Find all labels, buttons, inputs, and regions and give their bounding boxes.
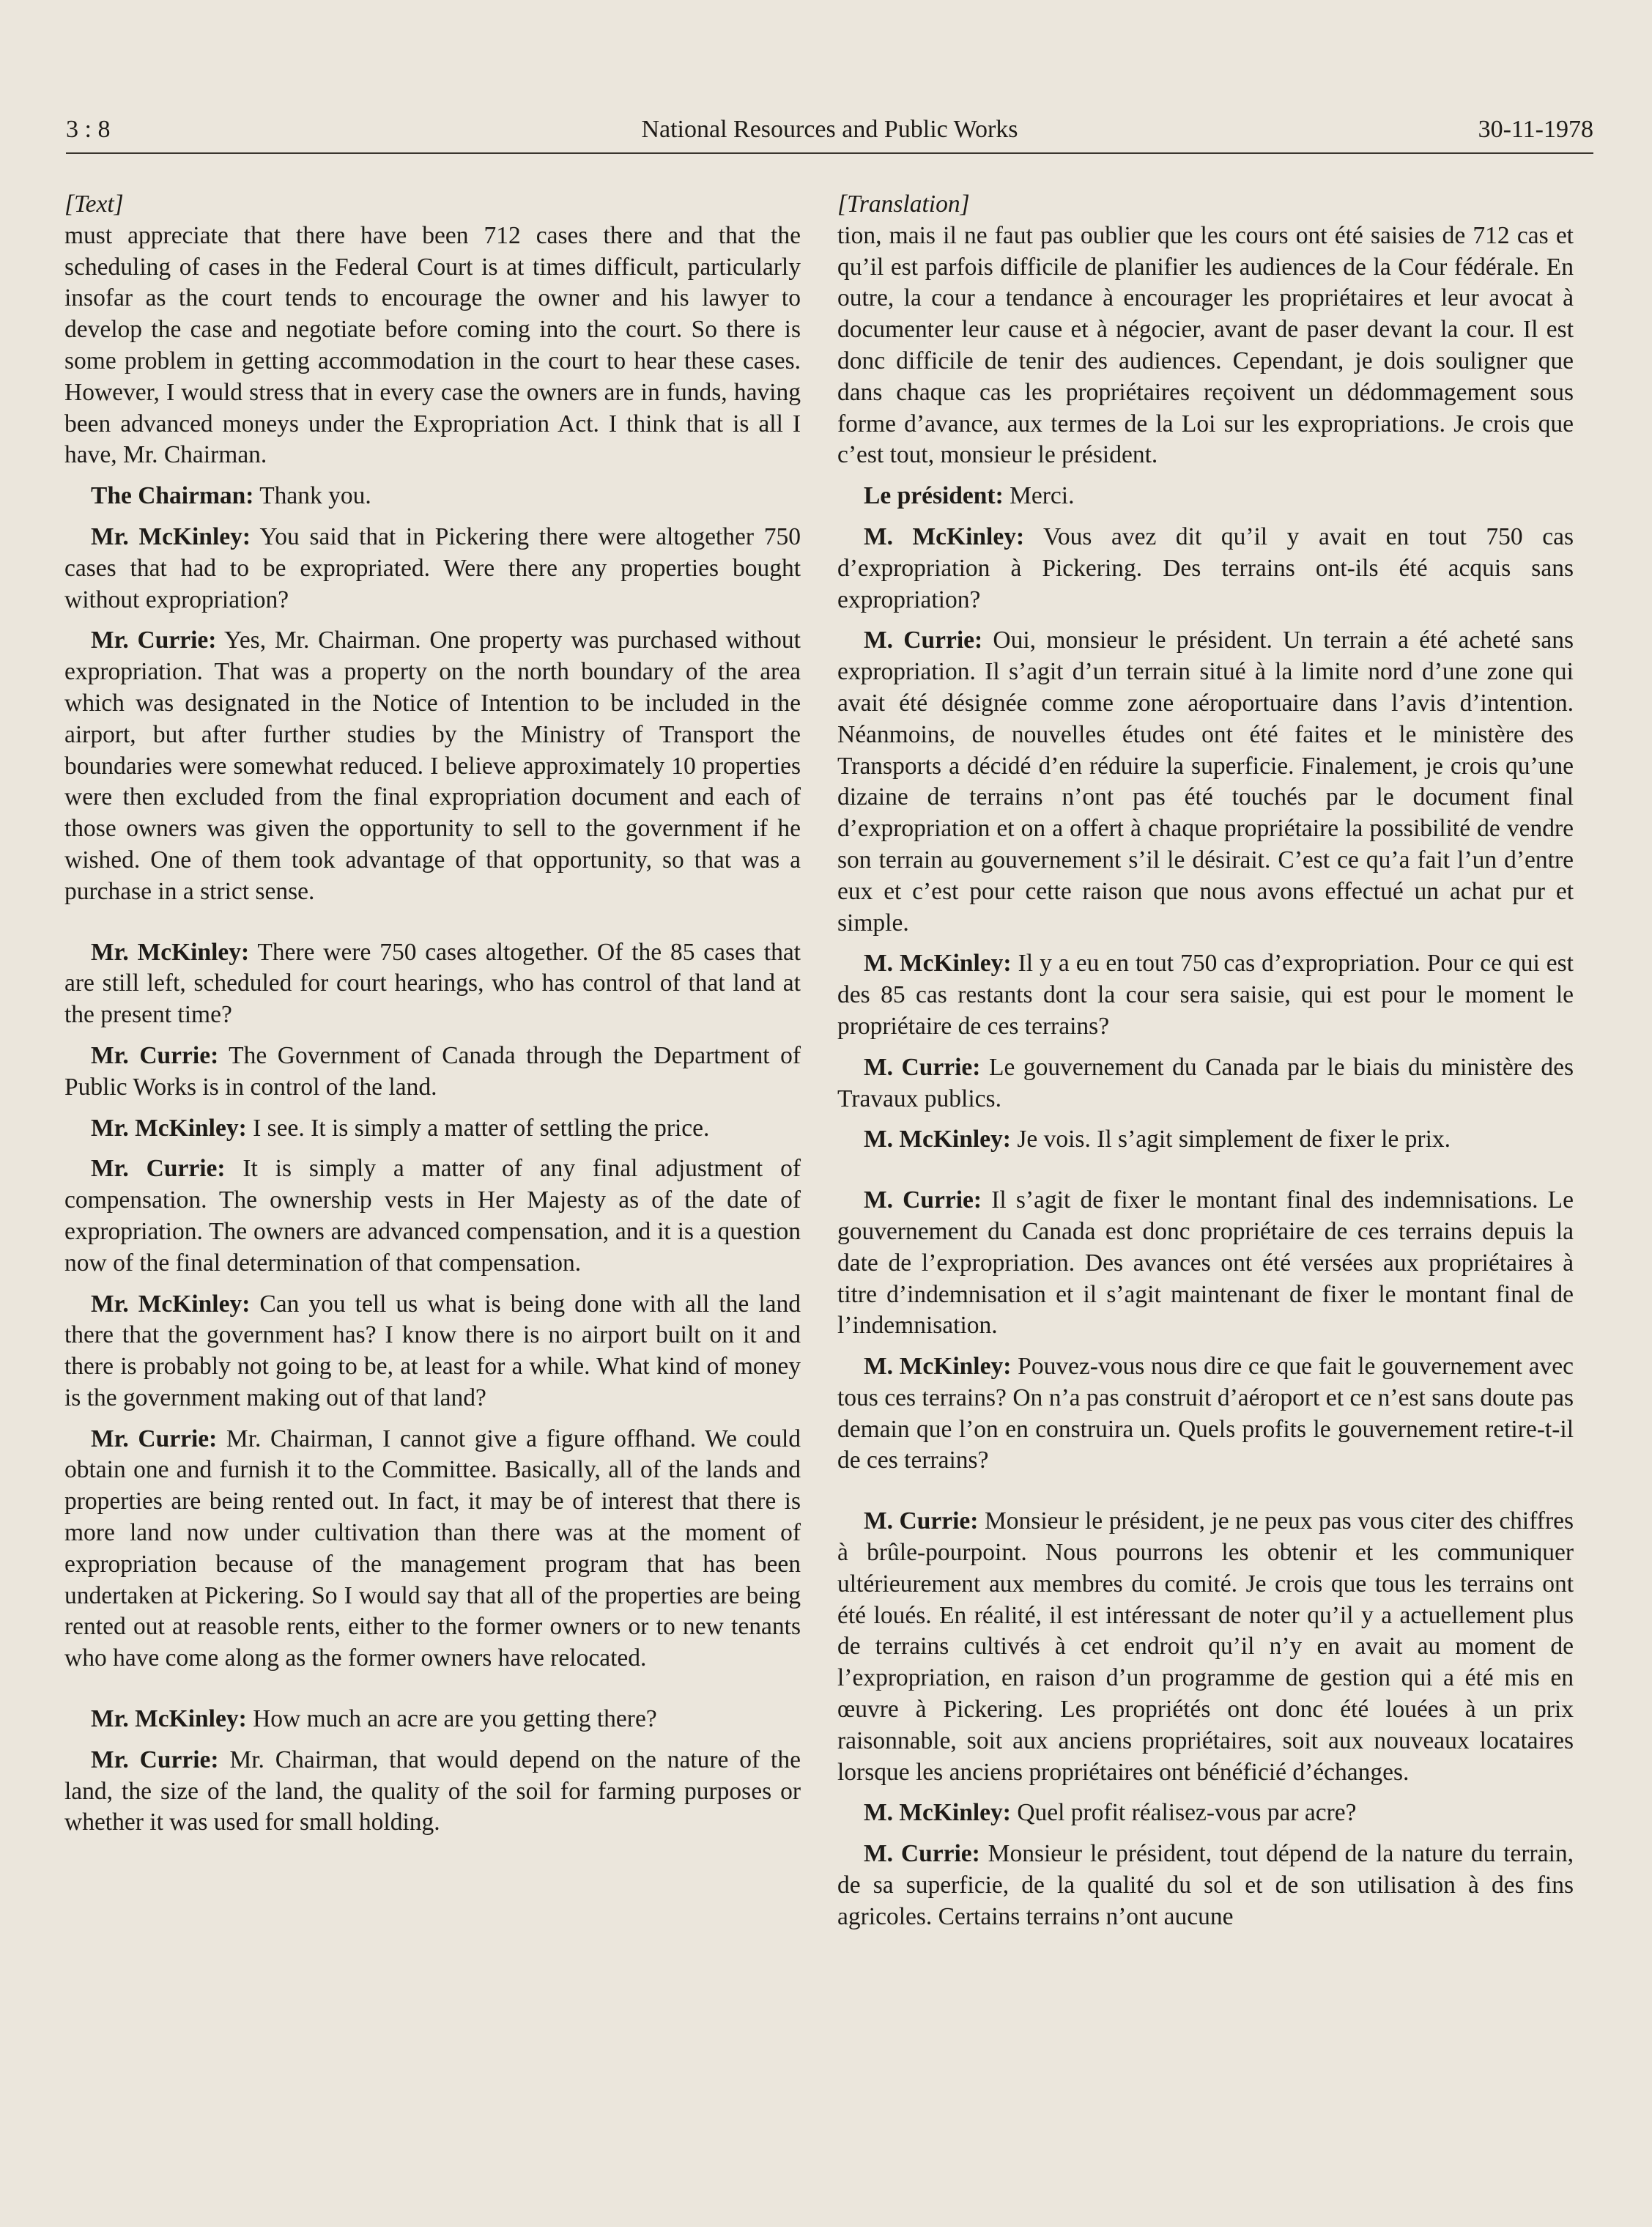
speaker: M. McKinley: (864, 1353, 1012, 1381)
speech-text: Thank you. (253, 482, 371, 510)
paragraph: must appreciate that there have been 712 cases there and that the scheduling of cases in the Federal Court is at times difficult, particularly insofar as the court tends to encourage the owner and his lawyer to develop the case and negotiate before coming into the court. So there is some problem in getting accommodation in the court to hear these cases. However, I would stress that in every case the owners are in funds, having been advanced moneys under the Expropriation Act. I think that is all I have, Mr. Chairman. (64, 221, 801, 469)
speech (64, 1704, 801, 1735)
speech-text: Can you tell us what is being done with all the land there that the government has? I know there is no airport built on it and there is probably not going to be, at least for a while. What kind of money is the government making out of that land? (64, 1290, 801, 1411)
speech-text: Yes, Mr. Chairman. One property was purchased without expropriation. That was a property on the north boundary of the area which was designated in the Notice of Intention to be included in the airport, but after further studies by the Ministry of Transport the boundaries were somewhat reduced. I believe approximately 10 properties were then excluded from the final expropriation document and each of those owners was given the opportunity to sell to the government if he wished. One of them took advantage of that opportunity, so that was a purchase in a strict sense. (64, 627, 801, 905)
speech (64, 1745, 801, 1839)
speech (837, 481, 1574, 512)
speech-text: Monsieur le président, tout dépend de la nature du terrain, de sa superficie, de la qualité du sol et de son utilisation à des fins agricoles. Certains terrains n’ont aucune (837, 1840, 1574, 1930)
speaker: M. Currie: (864, 1840, 980, 1868)
speaker: Mr. Currie: (91, 1746, 219, 1773)
speech (64, 1424, 801, 1674)
running-header (66, 116, 1593, 154)
speech (837, 1052, 1574, 1115)
speech-text: Il y a eu en tout 750 cas d’expropriation. Pour ce qui est des 85 cas restants dont la cour sera saisie, qui est pour le moment le propriétaire de ces terrains? (837, 950, 1574, 1040)
french-column (837, 189, 1574, 1943)
page-number: 3 : 8 (66, 116, 111, 143)
speech (64, 937, 801, 1031)
speech-text: Le gouvernement du Canada par le biais du ministère des Travaux publics. (837, 1053, 1574, 1112)
speech-text: Il s’agit de fixer le montant final des indemnisations. Le gouvernement du Canada est donc propriétaire de ces terrains depuis la date de l’expropriation. Des avances ont été versées aux propriétaires à titre d’indemnisation et il s’agit maintenant de fixer le montant final de l’indemnisation. (837, 1186, 1574, 1340)
speech-text: Quel profit réalisez-vous par acre? (1010, 1799, 1357, 1827)
speech-text: Mr. Chairman, I cannot give a figure offhand. We could obtain one and furnish it to the Committee. Basically, all of the lands and properties are being rented out. In fact, it may be of interest that there is more land now under cultivation than there was at the moment of expropriation because of the management program that has been undertaken at Pickering. So I would say that all of the properties are being rented out at reasoble rents, either to the former owners or to new tenants who have come along as the former owners have relocated. (64, 1425, 801, 1672)
text-label: [Text] (64, 191, 124, 218)
speaker: M. McKinley: (864, 522, 1025, 550)
speaker: Mr. McKinley: (91, 1114, 247, 1142)
speaker: M. McKinley: (864, 1126, 1011, 1153)
speaker: Mr. McKinley: (91, 1290, 251, 1318)
speech-text: Mr. Chairman, that would depend on the nature of the land, the size of the land, the quality of the soil for farming purposes or whether it was used for small holding. (64, 1746, 801, 1836)
speech (837, 625, 1574, 939)
speaker: Mr. Currie: (91, 1041, 219, 1069)
speaker: Mr. Currie: (91, 1425, 218, 1452)
speech (837, 1124, 1574, 1156)
speech (64, 625, 801, 907)
speech (64, 1113, 801, 1145)
speech (64, 1289, 801, 1414)
speaker: Mr. McKinley: (91, 938, 250, 966)
speaker: Mr. McKinley: (91, 1705, 247, 1733)
speech (837, 1185, 1574, 1342)
speech-text: Merci. (1003, 482, 1075, 510)
speech-text: You said that in Pickering there were altogether 750 cases that had to be expropriated. Were there any properties bought without expropriation? (64, 522, 801, 613)
speaker: M. Currie: (864, 1053, 981, 1081)
speech (837, 1798, 1574, 1829)
speaker: M. Currie: (864, 1186, 982, 1214)
speaker: M. McKinley: (864, 1799, 1011, 1827)
speaker: M. Currie: (864, 1507, 979, 1535)
speech-text: Oui, monsieur le président. Un terrain a été acheté sans expropriation. Il s’agit d’un terrain situé à la limite nord d’une zone qui avait été désignée comme zone aéroportuaire dans l’avis d’intention. Néanmoins, de nouvelles études ont été faites et le ministère des Transports a décidé d’en réduire la superficie. Finalement, je crois qu’une dizaine de terrains n’ont pas été touchés par le document final d’expropriation et on a offert à chaque propriétaire la possibilité de vendre son terrain au gouvernement s’il le désirait. C’est ce qu’a fait l’un d’entre eux et c’est pour cette raison que nous avons effectué un achat pur et simple. (837, 627, 1574, 937)
paragraph: tion, mais il ne faut pas oublier que les cours ont été saisies de 712 cas et qu’il est parfois difficile de planifier les audiences de la Cour fédérale. En outre, la cour a tendance à encourager les propriétaires et leur avocat à documenter leur cause et à négocier, avant de paser devant la cour. Il est donc difficile de tenir des audiences. Cependant, je dois souligner que dans chaque cas les propriétaires reçoivent un dédommagement sous forme d’avance, aux termes de la Loi sur les expropriations. Je crois que c’est tout, monsieur le président. (837, 221, 1574, 469)
speech (64, 1041, 801, 1104)
speaker: Mr. Currie: (91, 1155, 226, 1183)
speaker: Mr. Currie: (91, 627, 217, 654)
speech (837, 522, 1574, 616)
speech-text: It is simply a matter of any final adjustment of compensation. The ownership vests in Her Majesty as of the date of expropriation. The owners are advanced compensation, and it is a question now of the final determination of that compensation. (64, 1155, 801, 1277)
speech (837, 1839, 1574, 1932)
session-date: 30-11-1978 (1478, 116, 1593, 143)
speech-text: The Government of Canada through the Department of Public Works is in control of the land. (64, 1041, 801, 1101)
speech-text: Je vois. Il s’agit simplement de fixer le prix. (1010, 1126, 1451, 1153)
speech (837, 948, 1574, 1042)
speech-text: How much an acre are you getting there? (246, 1705, 657, 1733)
speech (64, 522, 801, 616)
speech (837, 1351, 1574, 1477)
speech-text: Vous avez dit qu’il y avait en tout 750 cas d’expropriation à Pickering. Des terrains ont-ils été acquis sans expropriation? (837, 522, 1574, 613)
speech-text: There were 750 cases altogether. Of the 85 cases that are still left, scheduled for court hearings, who has control of that land at the present time? (64, 938, 801, 1029)
speaker: M. McKinley: (864, 950, 1012, 978)
speech-text: I see. It is simply a matter of settling the price. (246, 1114, 710, 1142)
publication-title: National Resources and Public Works (641, 116, 1018, 143)
english-column (64, 189, 801, 1848)
speaker: M. Currie: (864, 627, 983, 654)
speaker: Mr. McKinley: (91, 522, 251, 550)
speech (64, 1153, 801, 1279)
speaker: The Chairman: (91, 482, 254, 510)
speaker: Le président: (864, 482, 1004, 510)
speech (64, 481, 801, 512)
translation-label: [Translation] (837, 191, 970, 218)
speech-text: Monsieur le président, je ne peux pas vous citer des chiffres à brûle-pourpoint. Nous pourrons les obtenir et les communiquer ultérieurement aux membres du comité. Je crois que tous les terrains ont été loués. En réalité, il est intéressant de noter qu’il y a actuellement plus de terrains cultivés à cet endroit qu’il n’y en avait au moment de l’expropriation, en raison d’un programme de gestion qui a été mis en œuvre à Pickering. Les propriétés ont donc été louées à un prix raisonnable, soit aux anciens propriétaires, soit aux nouveaux locataires lorsque les anciens propriétaires ont bénéficié d’échanges. (837, 1507, 1574, 1786)
speech (837, 1506, 1574, 1788)
speech-text: Pouvez-vous nous dire ce que fait le gouvernement avec tous ces terrains? On n’a pas construit d’aéroport et ce n’est sans doute pas demain que l’on en construira un. Quels profits le gouvernement retire-t-il de ces terrains? (837, 1353, 1574, 1474)
